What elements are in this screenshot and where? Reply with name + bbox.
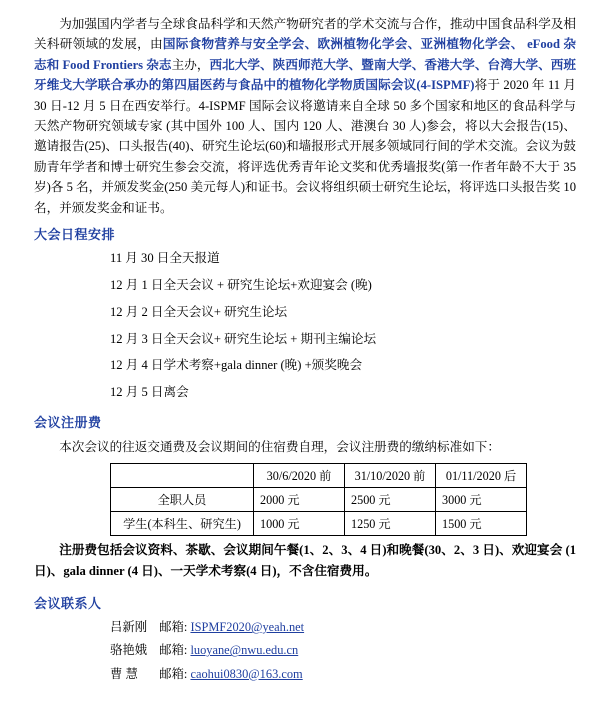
table-cell-category: 全职人员 — [111, 488, 254, 512]
contact-label: 邮箱: — [159, 666, 188, 681]
table-cell-value: 2000 元 — [254, 488, 345, 512]
contact-email-link[interactable]: luoyane@nwu.edu.cn — [190, 643, 299, 658]
table-row — [111, 512, 527, 536]
schedule-list — [110, 245, 614, 406]
table-cell-value: 1250 元 — [345, 512, 436, 536]
intro-text-part1: 为加强国内学者与全球食品科学和天然产物研究者的学术交流与合作，推动中国食品科学及相关科研领域的发展，由 — [34, 17, 576, 52]
contact-heading: 会议联系人 — [34, 596, 102, 612]
contact-email-link[interactable]: ISPMF2020@yeah.net — [190, 620, 305, 635]
table-row — [111, 488, 527, 512]
list-item — [110, 663, 614, 686]
list-item: 12 月 4 日学术考察+gala dinner (晚) +颁奖晚会 — [110, 358, 363, 373]
fee-intro-text: 本次会议的往返交通费及会议期间的住宿费自理，会议注册费的缴纳标准如下： — [59, 440, 500, 455]
contact-email-link[interactable]: caohui0830@163.com — [190, 666, 303, 681]
intro-paragraph — [34, 0, 576, 218]
intro-text-part2: 主办， — [171, 57, 210, 72]
organizers-list: 国际食物营养与安全学会、欧洲植物化学会、亚洲植物化学会、 eFood 杂志和 Food Frontiers 杂志 — [34, 37, 576, 72]
contact-name: 骆艳娥 — [110, 643, 148, 658]
intro-text-part3: 将于 2020 年 11 月 30 日-12 月 5 日在西安举行。4-ISPMF 国际会议将邀请来自全球 50 多个国家和地区的食品科学与天然产物研究领域专家 (其中国外 100 人、国内 120 人、港澳台 30 人)参会，将以大会报告(15)、邀请报告(25)、口头报告(40)、研究生论坛(60)和墙报形式开展多领域同行间的学术交流。会议为鼓励青年学者和博士研究生参会交流，将评选优秀青年论文奖和优秀墙报奖(第一作者年龄不大于 35 岁)各 5 名，并颁发奖金(250 美元每人)和证书。会议将组织硕士研究生论坛，将评选口头报告奖 10 名，并颁发奖金和证书。 — [34, 78, 576, 215]
schedule-heading: 大会日程安排 — [34, 226, 116, 242]
table-header-cell: 30/6/2020 前 — [254, 464, 345, 488]
list-item: 12 月 1 日全天会议 + 研究生论坛+欢迎宴会 (晚) — [110, 277, 372, 292]
contact-label: 邮箱: — [159, 620, 188, 635]
fee-heading: 会议注册费 — [34, 415, 102, 431]
contact-name: 吕新刚 — [110, 620, 148, 635]
table-cell-value: 1500 元 — [436, 512, 527, 536]
table-cell-value: 3000 元 — [436, 488, 527, 512]
list-item: 12 月 3 日全天会议+ 研究生论坛 + 期刊主编论坛 — [110, 331, 377, 346]
hosts-list: 西北大学、陕西师范大学、暨南大学、香港大学、台湾大学、西班牙维戈大学联合承办的第四届医药与食品中的植物化学物质国际会议(4-ISPMF) — [34, 57, 576, 93]
list-item — [110, 616, 614, 639]
spacer — [0, 581, 614, 587]
fee-note-text: 注册费包括会议资料、茶歇、会议期间午餐(1、2、3、4 日)和晚餐(30、2、3 日)、欢迎宴会 (1 日)、gala dinner (4 日)、一天学术考察(4 日)，不含住宿费用。 — [34, 543, 576, 578]
table-row — [111, 464, 527, 488]
table-header-cell: 01/11/2020 后 — [436, 464, 527, 488]
contact-label: 邮箱: — [159, 643, 188, 658]
table-cell-value: 2500 元 — [345, 488, 436, 512]
list-item: 11 月 30 日全天报道 — [110, 250, 220, 265]
table-cell-value: 1000 元 — [254, 512, 345, 536]
table-header-cell: 31/10/2020 前 — [345, 464, 436, 488]
contact-list — [110, 616, 614, 686]
list-item: 12 月 2 日全天会议+ 研究生论坛 — [110, 304, 288, 319]
list-item — [110, 639, 614, 662]
fee-table — [110, 463, 527, 536]
contact-name: 曹 慧 — [110, 666, 138, 681]
table-header-cell — [111, 464, 254, 488]
list-item: 12 月 5 日离会 — [110, 385, 189, 400]
table-cell-category: 学生(本科生、研究生) — [111, 512, 254, 536]
